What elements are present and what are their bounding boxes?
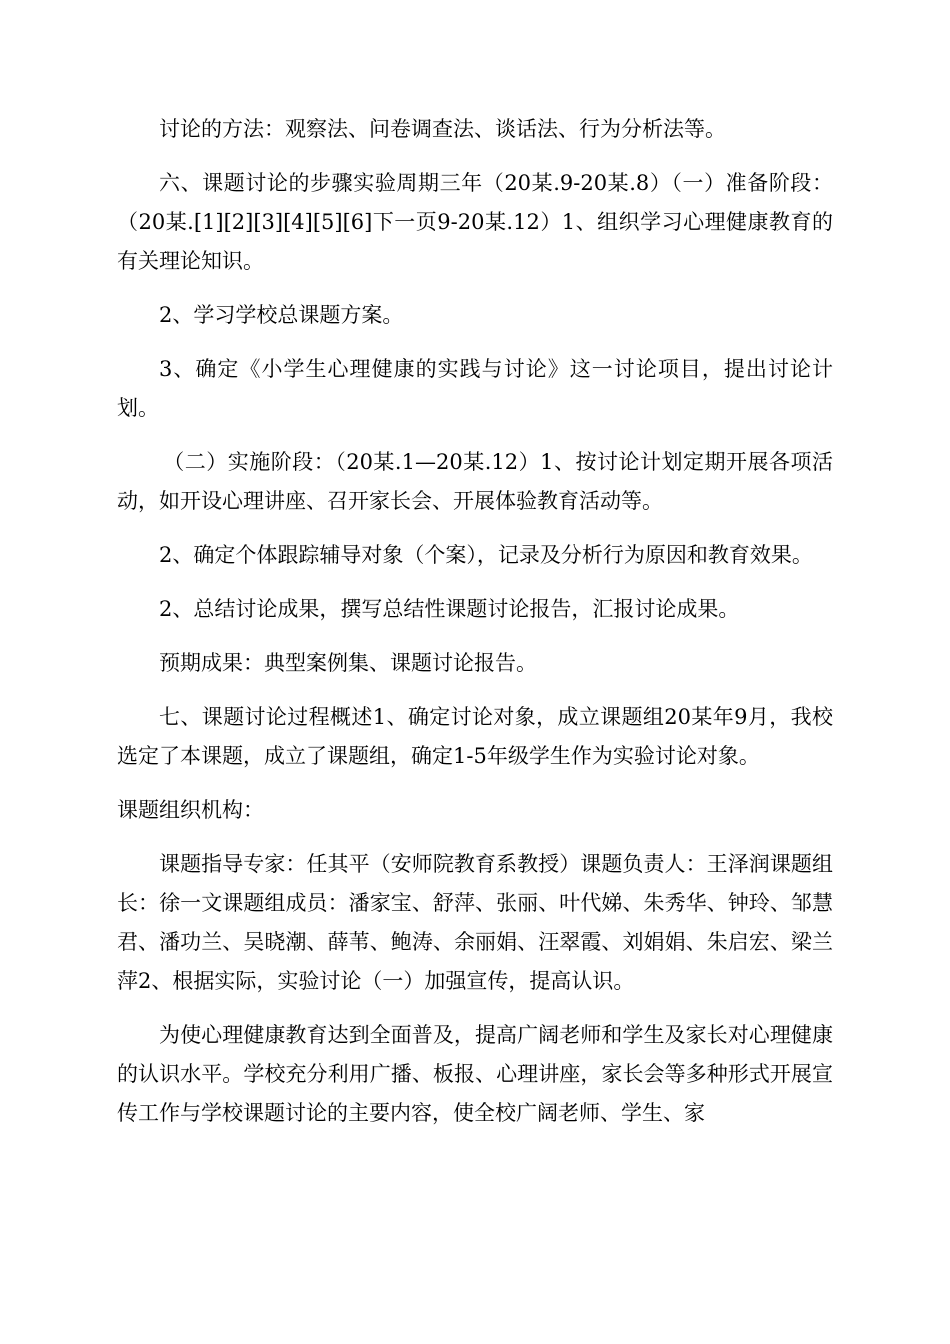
paragraph-implementation-stage: （二）实施阶段：（20某.1—20某.12）1、按讨论计划定期开展各项活动，如开设心理讲座、召开家长会、开展体验教育活动等。 xyxy=(117,450,833,513)
paragraph-expected-results: 预期成果：典型案例集、课题讨论报告。 xyxy=(159,651,537,675)
document-body xyxy=(117,110,833,1148)
paragraph-individual-tracking: 2、确定个体跟踪辅导对象（个案），记录及分析行为原因和教育效果。 xyxy=(159,543,813,567)
paragraph-process-overview: 七、课题讨论过程概述1、确定讨论对象，成立课题组20某年9月，我校选定了本课题，成立了课题组，确定1-5年级学生作为实验讨论对象。 xyxy=(117,705,833,768)
paragraph-publicity: 为使心理健康教育达到全面普及，提高广阔老师和学生及家长对心理健康的认识水平。学校充分利用广播、板报、心理讲座，家长会等多种形式开展宣传工作与学校课题讨论的主要内容，使全校广阔老师、学生、家 xyxy=(117,1023,833,1125)
paragraph-study-plan: 2、学习学校总课题方案。 xyxy=(159,303,404,327)
paragraph-organization-members: 课题指导专家：任其平（安师院教育系教授）课题负责人：王泽润课题组长：徐一文课题组成员：潘家宝、舒萍、张丽、叶代娣、朱秀华、钟玲、邹慧君、潘功兰、吴晓潮、薛苇、鲍涛、余丽娟、汪翠霞、刘娟娟、朱启宏、梁兰萍2、根据实际，实验讨论（一）加强宣传，提高认识。 xyxy=(117,852,833,993)
paragraph-research-methods: 讨论的方法：观察法、问卷调查法、谈话法、行为分析法等。 xyxy=(159,117,726,141)
paragraph-define-project: 3、确定《小学生心理健康的实践与讨论》这一讨论项目，提出讨论计划。 xyxy=(117,357,833,420)
paragraph-organization-heading: 课题组织机构： xyxy=(117,798,264,822)
paragraph-research-steps: 六、课题讨论的步骤实验周期三年（20某.9-20某.8）（一）准备阶段：（20某.[1][2][3][4][5][6]下一页9-20某.12）1、组织学习心理健康教育的有关理论知识。 xyxy=(117,171,833,273)
paragraph-summarize-results: 2、总结讨论成果，撰写总结性课题讨论报告，汇报讨论成果。 xyxy=(159,597,740,621)
